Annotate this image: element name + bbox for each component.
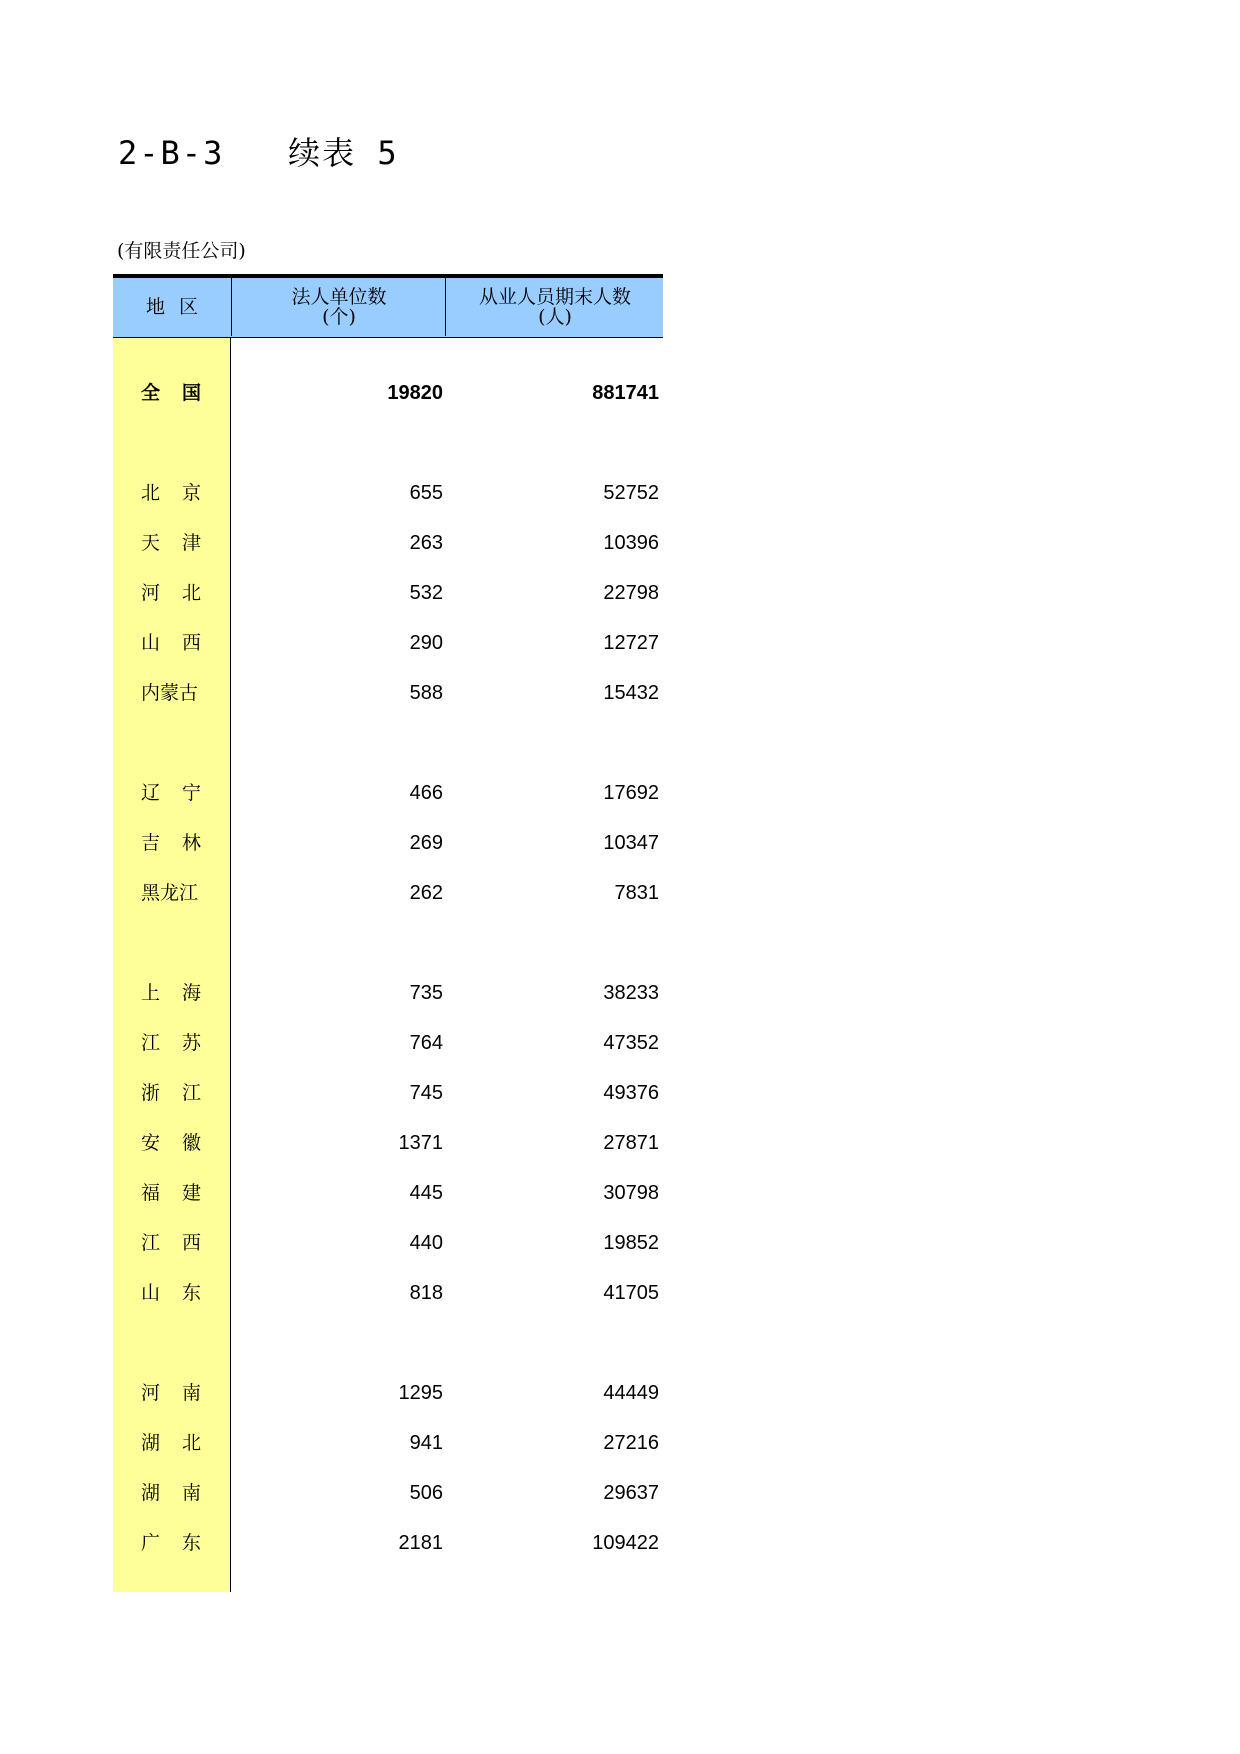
employees-value: 30798: [603, 1182, 659, 1204]
region-name: 江苏: [141, 1032, 224, 1054]
employees-value: 49376: [603, 1082, 659, 1104]
table-row: [113, 1068, 663, 1118]
units-value: 735: [409, 982, 443, 1004]
employees-value: 29637: [603, 1482, 659, 1504]
employees-value: 15432: [603, 682, 659, 704]
units-value: 655: [409, 482, 443, 504]
units-value: 941: [409, 1432, 443, 1454]
region-name: 河南: [141, 1382, 224, 1404]
region-name: 湖南: [141, 1482, 224, 1504]
employees-value: 19852: [603, 1232, 659, 1254]
employees-value: 12727: [603, 632, 659, 654]
region-name: 天津: [141, 532, 224, 554]
table-row: [113, 1418, 663, 1468]
header-employees: [445, 278, 664, 336]
employees-value: 52752: [603, 482, 659, 504]
employees-value: 17692: [603, 782, 659, 804]
header-units-label: 法人单位数: [291, 286, 387, 308]
region-name: 湖北: [141, 1432, 224, 1454]
table-row: [113, 1218, 663, 1268]
table-row: [113, 1118, 663, 1168]
table-row: [113, 968, 663, 1018]
region-name: 广东: [141, 1532, 224, 1554]
region-name: 黑龙江: [141, 882, 199, 904]
employees-value: 27871: [603, 1132, 659, 1154]
table-row: [113, 868, 663, 918]
header-employees-unit: (人): [538, 306, 572, 328]
units-value: 440: [409, 1232, 443, 1254]
region-name: 吉林: [141, 832, 224, 854]
employees-value: 10347: [603, 832, 659, 854]
employees-value: 881741: [592, 382, 659, 404]
units-value: 818: [409, 1282, 443, 1304]
region-name: 辽宁: [141, 782, 224, 804]
table-row: [113, 518, 663, 568]
employees-value: 7831: [614, 882, 659, 904]
employees-value: 38233: [603, 982, 659, 1004]
region-name: 山东: [141, 1282, 224, 1304]
employees-value: 109422: [592, 1532, 659, 1554]
table-row: [113, 768, 663, 818]
region-name: 浙江: [141, 1082, 224, 1104]
header-units: [231, 278, 446, 336]
header-region: 地区: [145, 296, 212, 318]
region-name: 福建: [141, 1182, 224, 1204]
units-value: 764: [409, 1032, 443, 1054]
units-value: 466: [409, 782, 443, 804]
table-row: [113, 568, 663, 618]
region-name: 内蒙古: [141, 682, 199, 704]
table-row: [113, 618, 663, 668]
table-row: [113, 1468, 663, 1518]
table-row: [113, 1168, 663, 1218]
employees-value: 22798: [603, 582, 659, 604]
employees-value: 41705: [603, 1282, 659, 1304]
region-name: 山西: [141, 632, 224, 654]
table-row: [113, 1518, 663, 1568]
units-value: 506: [409, 1482, 443, 1504]
employees-value: 27216: [603, 1432, 659, 1454]
header-employees-label: 从业人员期末人数: [478, 286, 631, 308]
units-value: 263: [409, 532, 443, 554]
region-name: 北京: [141, 482, 224, 504]
employees-value: 10396: [603, 532, 659, 554]
units-value: 445: [409, 1182, 443, 1204]
employees-value: 44449: [603, 1382, 659, 1404]
units-value: 745: [409, 1082, 443, 1104]
employees-value: 47352: [603, 1032, 659, 1054]
table-subtitle: (有限责任公司): [117, 240, 246, 262]
table-row-national: [113, 368, 663, 418]
units-value: 1295: [398, 1382, 443, 1404]
table-row: [113, 1268, 663, 1318]
units-value: 532: [409, 582, 443, 604]
units-value: 2181: [398, 1532, 443, 1554]
header-units-unit: (个): [322, 306, 356, 328]
table-row: [113, 1018, 663, 1068]
region-name: 全国: [141, 382, 224, 404]
region-name: 上海: [141, 982, 224, 1004]
region-name: 河北: [141, 582, 224, 604]
page-title: 2-B-3 续表 5: [118, 134, 399, 172]
region-name: 安徽: [141, 1132, 224, 1154]
units-value: 588: [409, 682, 443, 704]
units-value: 19820: [387, 382, 443, 404]
table-row: [113, 818, 663, 868]
units-value: 269: [409, 832, 443, 854]
region-name: 江西: [141, 1232, 224, 1254]
table-row: [113, 468, 663, 518]
table-row: [113, 668, 663, 718]
table-row: [113, 1368, 663, 1418]
table-header: [113, 278, 663, 338]
units-value: 1371: [398, 1132, 443, 1154]
units-value: 262: [409, 882, 443, 904]
units-value: 290: [409, 632, 443, 654]
